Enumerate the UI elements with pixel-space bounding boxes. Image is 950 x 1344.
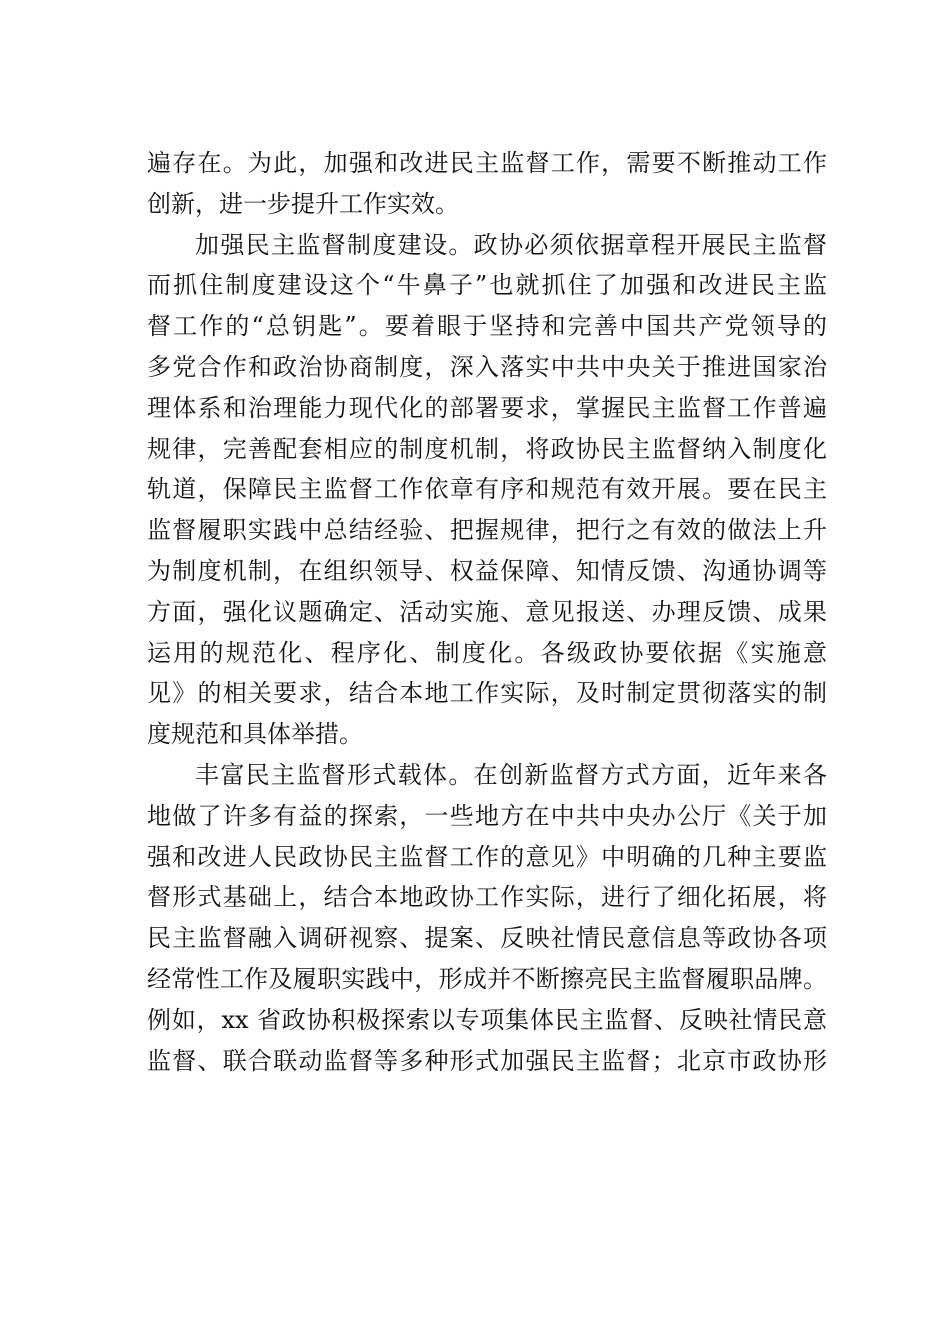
- text-line: 方面，强化议题确定、活动实施、意见报送、办理反馈、成果: [147, 597, 827, 626]
- text-line: 强和改进人民政协民主监督工作的意见》中明确的几种主要监: [147, 842, 827, 871]
- text-line: 遍存在。为此，加强和改进民主监督工作，需要不断推动工作: [147, 149, 827, 177]
- text-line: 督形式基础上，结合本地政协工作实际，进行了细化拓展，将: [147, 883, 827, 912]
- text-line: 民主监督融入调研视察、提案、反映社情民意信息等政协各项: [147, 924, 827, 953]
- text-line: 丰富民主监督形式载体。在创新监督方式方面，近年来各: [195, 760, 827, 789]
- text-line: 督工作的“总钥匙”。要着眼于坚持和完善中国共产党领导的: [147, 312, 827, 341]
- text-line: 监督、联合联动监督等多种形式加强民主监督；北京市政协形: [147, 1046, 827, 1075]
- paragraph: [147, 225, 827, 755]
- text-line: 多党合作和政治协商制度，深入落实中共中央关于推进国家治: [147, 352, 827, 381]
- text-line: 见》的相关要求，结合本地工作实际，及时制定贯彻落实的制: [147, 679, 827, 708]
- text-line: 理体系和治理能力现代化的部署要求，掌握民主监督工作普遍: [147, 393, 827, 422]
- paragraph: [147, 755, 827, 1081]
- paragraph: [147, 143, 827, 225]
- text-line: 运用的规范化、程序化、制度化。各级政协要依据《实施意: [147, 638, 827, 667]
- text-line: 经常性工作及履职实践中，形成并不断擦亮民主监督履职品牌。: [147, 964, 827, 993]
- text-line: 规律，完善配套相应的制度机制，将政协民主监督纳入制度化: [147, 434, 827, 463]
- text-line: 轨道，保障民主监督工作依章有序和规范有效开展。要在民主: [147, 475, 827, 504]
- text-line: 加强民主监督制度建设。政协必须依据章程开展民主监督: [195, 230, 827, 259]
- document-body: [147, 143, 827, 1081]
- text-line: 为制度机制，在组织领导、权益保障、知情反馈、沟通协调等: [147, 556, 827, 585]
- text-line: 监督履职实践中总结经验、把握规律，把行之有效的做法上升: [147, 516, 827, 545]
- text-line: 例如，xx 省政协积极探索以专项集体民主监督、反映社情民意: [147, 1005, 827, 1034]
- text-line: 而抓住制度建设这个“牛鼻子”也就抓住了加强和改进民主监: [147, 271, 827, 300]
- text-line: 地做了许多有益的探索，一些地方在中共中央办公厅《关于加: [147, 801, 827, 830]
- text-line: 度规范和具体举措。: [147, 720, 363, 749]
- text-line: 创新，进一步提升工作实效。: [147, 189, 459, 218]
